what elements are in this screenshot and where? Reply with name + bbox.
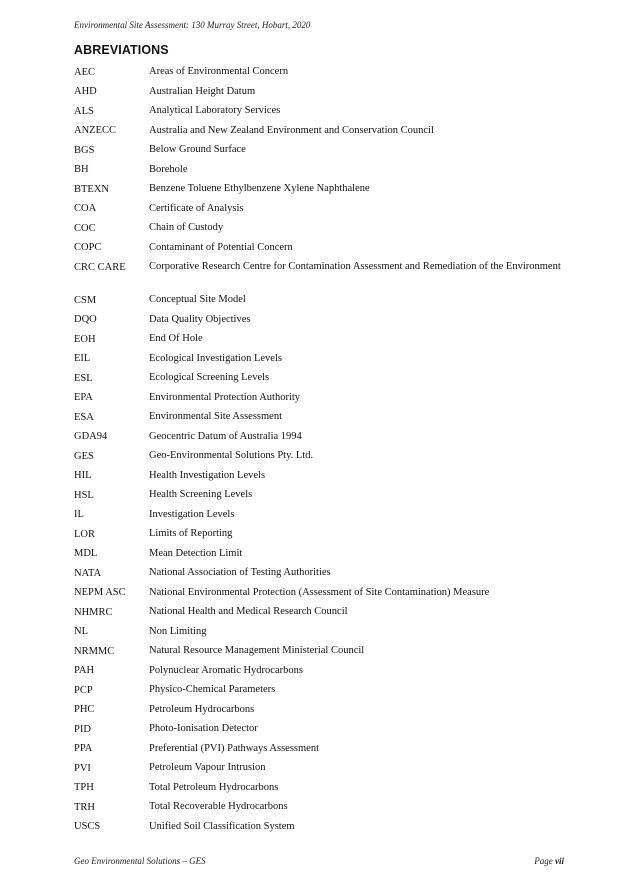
abbreviation-definition: Preferential (PVI) Pathways Assessment [149,742,320,754]
abbreviation-definition: Environmental Protection Authority [149,391,301,403]
abbreviation-term: ANZECC [74,125,116,136]
abbreviation-definition: Mean Detection Limit [149,547,243,559]
abbreviation-definition: Data Quality Objectives [149,313,251,325]
abbreviation-definition: Natural Resource Management Ministerial Council [149,645,365,656]
abbreviation-row [74,350,564,370]
abbreviation-definition: Corporative Research Centre for Contamination Assessment and Remediation of the Environment [149,261,561,272]
abbreviation-term: DQO [74,314,97,325]
abbreviation-row [74,239,564,259]
abbreviation-term: NATA [74,567,102,579]
abbreviation-term: AHD [74,86,97,97]
abbreviation-definition: Certificate of Analysis [149,202,244,214]
abbreviation-row [74,63,564,83]
section-heading: ABREVIATIONS [74,43,169,57]
abbreviation-row [74,779,564,799]
abbreviation-term: TPH [74,782,94,793]
footer-page [534,856,564,866]
abbreviation-row [74,506,564,526]
abbreviation-definition: Non Limiting [149,625,207,637]
abbreviation-row [74,623,564,643]
abbreviation-row [74,740,564,760]
abbreviation-term: NEPM ASC [74,587,126,598]
abbreviation-row [74,564,564,584]
abbreviation-definition: National Health and Medical Research Council [149,606,348,617]
abbreviation-row [74,180,564,200]
abbreviation-row [74,389,564,409]
abbreviation-term: COC [74,222,96,234]
abbreviation-definition: Ecological Screening Levels [149,372,270,383]
abbreviation-term: EOH [74,333,96,345]
abbreviation-term: CRC CARE [74,261,126,273]
abbreviation-row [74,330,564,350]
abbreviation-definition: Health Investigation Levels [149,469,266,481]
abbreviation-definition: Borehole [149,163,188,175]
abbreviation-row [74,219,564,239]
abbreviation-term: BTEXN [74,183,109,195]
abbreviation-row [74,486,564,506]
abbreviation-row [74,798,564,818]
abbreviation-definition: Petroleum Vapour Intrusion [149,762,266,773]
abbreviation-row [74,818,564,838]
abbreviation-term: HIL [74,470,92,481]
abbreviation-definition: Areas of Environmental Concern [149,66,289,77]
abbreviation-definition: Total Petroleum Hydrocarbons [149,781,279,793]
abbreviation-row [74,603,564,623]
abbreviation-term: GES [74,450,94,462]
abbreviation-term: MDL [74,548,98,559]
abbreviation-row [74,545,564,565]
abbreviation-definition: Chain of Custody [149,222,224,233]
abbreviation-definition: National Environmental Protection (Assessment of Site Contamination) Measure [149,586,490,598]
abbreviation-row [74,525,564,545]
abbreviation-row [74,311,564,331]
abbreviation-term: ALS [74,105,94,117]
abbreviation-term: BH [74,164,89,175]
abbreviation-definition: Photo-Ionisation Detector [149,723,258,734]
abbreviation-definition: Total Recoverable Hydrocarbons [149,801,288,812]
abbreviation-term: NHMRC [74,606,113,618]
abbreviation-row [74,584,564,604]
abbreviation-term: PID [74,723,91,735]
abbreviation-term: TRH [74,801,95,813]
abbreviation-row [74,408,564,428]
abbreviation-definition: Physico-Chemical Parameters [149,684,276,695]
abbreviation-row [74,759,564,779]
abbreviation-row [74,122,564,142]
abbreviation-term: PCP [74,684,93,696]
footer-company: Geo Environmental Solutions – GES [74,856,206,866]
abbreviation-row [74,102,564,122]
abbreviation-term: EIL [74,353,91,364]
abbreviation-definition: Polynuclear Aromatic Hydrocarbons [149,664,303,676]
abbreviation-term: IL [74,509,84,520]
abbreviation-term: ESA [74,411,94,423]
abbreviation-definition: Environmental Site Assessment [149,411,282,422]
abbreviation-row [74,447,564,467]
abbreviation-term: CSM [74,294,97,306]
abbreviation-row [74,701,564,721]
footer-page-label: Page [534,856,555,866]
abbreviation-definition: Ecological Investigation Levels [149,352,282,364]
running-header: Environmental Site Assessment: 130 Murray Street, Hobart, 2020 [74,20,311,30]
abbreviation-definition: Analytical Laboratory Services [149,105,281,116]
footer-page-number: vii [555,856,564,866]
abbreviation-definition: Unified Soil Classification System [149,820,295,832]
abbreviation-definition: Below Ground Surface [149,144,246,155]
abbreviation-definition: Investigation Levels [149,508,235,520]
abbreviation-definition: End Of Hole [149,333,203,344]
abbreviation-row [74,291,564,311]
abbreviation-definition: Australia and New Zealand Environment and Conservation Council [149,124,434,136]
abbreviation-row [74,200,564,220]
abbreviation-definition: Limits of Reporting [149,528,233,539]
abbreviation-term: COA [74,203,97,214]
abbreviation-term: PVI [74,762,91,774]
abbreviation-definition: Geocentric Datum of Australia 1994 [149,430,302,442]
abbreviations-list [74,63,564,837]
abbreviation-definition: Petroleum Hydrocarbons [149,703,255,715]
abbreviation-definition: Contaminant of Potential Concern [149,241,293,253]
abbreviation-term: GDA94 [74,431,108,442]
abbreviation-term: HSL [74,489,94,501]
abbreviation-term: PAH [74,665,95,676]
abbreviation-row [74,642,564,662]
abbreviation-row [74,720,564,740]
abbreviation-row [74,428,564,448]
abbreviation-row [74,83,564,103]
abbreviation-term: ESL [74,372,93,384]
abbreviation-term: AEC [74,66,95,78]
abbreviation-term: NRMMC [74,645,115,657]
abbreviation-definition: Geo-Environmental Solutions Pty. Ltd. [149,450,314,461]
abbreviation-row [74,141,564,161]
abbreviation-definition: Australian Height Datum [149,85,256,97]
abbreviation-term: BGS [74,144,95,156]
abbreviation-row [74,369,564,389]
abbreviation-term: PHC [74,704,95,715]
abbreviation-definition: Health Screening Levels [149,489,253,500]
abbreviation-term: NL [74,626,88,637]
abbreviation-row [74,681,564,701]
abbreviation-definition: Conceptual Site Model [149,294,246,305]
abbreviation-term: USCS [74,821,101,832]
abbreviation-term: PPA [74,743,93,754]
abbreviation-term: EPA [74,392,93,403]
abbreviation-definition: Benzene Toluene Ethylbenzene Xylene Naphthalene [149,183,370,194]
abbreviation-row [74,258,564,291]
abbreviation-row [74,467,564,487]
abbreviation-definition: National Association of Testing Authorities [149,567,331,578]
abbreviation-row [74,161,564,181]
abbreviation-term: LOR [74,528,95,540]
abbreviation-row [74,662,564,682]
abbreviation-term: COPC [74,242,102,253]
